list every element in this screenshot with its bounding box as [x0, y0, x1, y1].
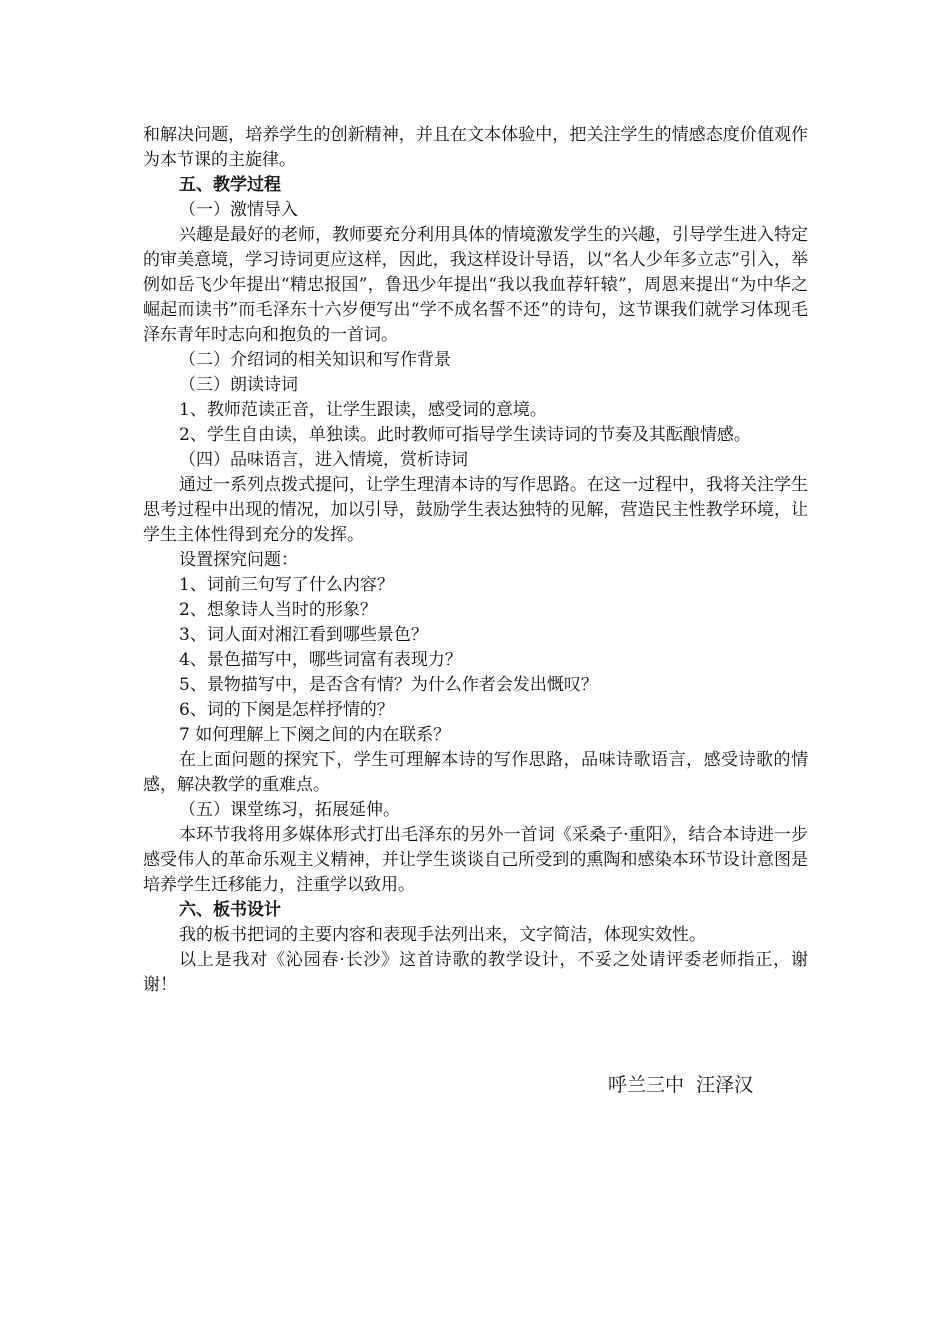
paragraph: 以上是我对《沁园春·长沙》这首诗歌的教学设计，不妥之处请评委老师指正，谢谢！	[143, 950, 808, 995]
paragraph: 设置探究问题：	[179, 550, 298, 570]
paragraph: 通过一系列点拨式提问，让学生理清本诗的写作思路。在这一过程中，我将关注学生思考过程中出现的情况，加以引导，鼓励学生表达独特的见解，营造民主性教学环境，让学生主体性得到充分的发挥。	[143, 475, 808, 545]
subsection-heading: （五）课堂练习，拓展延伸。	[179, 800, 400, 820]
list-item: 4、景色描写中，哪些词富有表现力？	[179, 650, 462, 670]
paragraph: 本环节我将用多媒体形式打出毛泽东的另外一首词《采桑子·重阳》，结合本诗进一步感受伟人的革命乐观主义精神，并让学生谈谈自己所受到的熏陶和感染本环节设计意图是培养学生迁移能力，注重学以致用。	[143, 825, 808, 895]
list-item: 1、词前三句写了什么内容？	[179, 575, 394, 595]
list-item: 5、景物描写中，是否含有情？为什么作者会发出慨叹？	[179, 675, 598, 695]
list-item: 2、想象诗人当时的形象？	[179, 600, 377, 620]
paragraph: 我的板书把词的主要内容和表现手法列出来，文字简洁，体现实效性。	[179, 925, 706, 945]
subsection-heading: （一）激情导入	[179, 200, 298, 220]
list-item: 3、词人面对湘江看到哪些景色？	[179, 625, 428, 645]
subsection-heading: （二）介绍词的相关知识和写作背景	[179, 350, 451, 370]
list-item: 7 如何理解上下阕之间的内在联系？	[179, 725, 451, 745]
paragraph: 在上面问题的探究下，学生可理解本诗的写作思路，品味诗歌语言，感受诗歌的情感，解决教学的重难点。	[143, 750, 808, 795]
list-item: 1、教师范读正音，让学生跟读，感受词的意境。	[179, 400, 547, 420]
section-heading: 六、板书设计	[179, 900, 281, 920]
paragraph: 和解决问题，培养学生的创新精神，并且在文本体验中，把关注学生的情感态度价值观作为本节课的主旋律。	[143, 125, 808, 170]
section-heading: 五、教学过程	[179, 175, 281, 195]
subsection-heading: （三）朗读诗词	[179, 375, 298, 395]
author-signature: 呼兰三中 汪泽汉	[608, 1074, 754, 1096]
list-item: 6、词的下阕是怎样抒情的？	[179, 700, 394, 720]
subsection-heading: （四）品味语言，进入情境，赏析诗词	[179, 450, 468, 470]
list-item: 2、学生自由读，单独读。此时教师可指导学生读诗词的节奏及其酝酿情感。	[179, 425, 751, 445]
document-body	[143, 123, 808, 998]
paragraph: 兴趣是最好的老师，教师要充分利用具体的情境激发学生的兴趣，引导学生进入特定的审美意境，学习诗词更应这样，因此，我这样设计导语，以“名人少年多立志”引入，举例如岳飞少年提出“精忠报国”，鲁迅少年提出“我以我血荐轩辕”，周恩来提出“为中华之崛起而读书”而毛泽东十六岁便写出“学不成名誓不还”的诗句，这节课我们就学习体现毛泽东青年时志向和抱负的一首词。	[143, 225, 808, 345]
